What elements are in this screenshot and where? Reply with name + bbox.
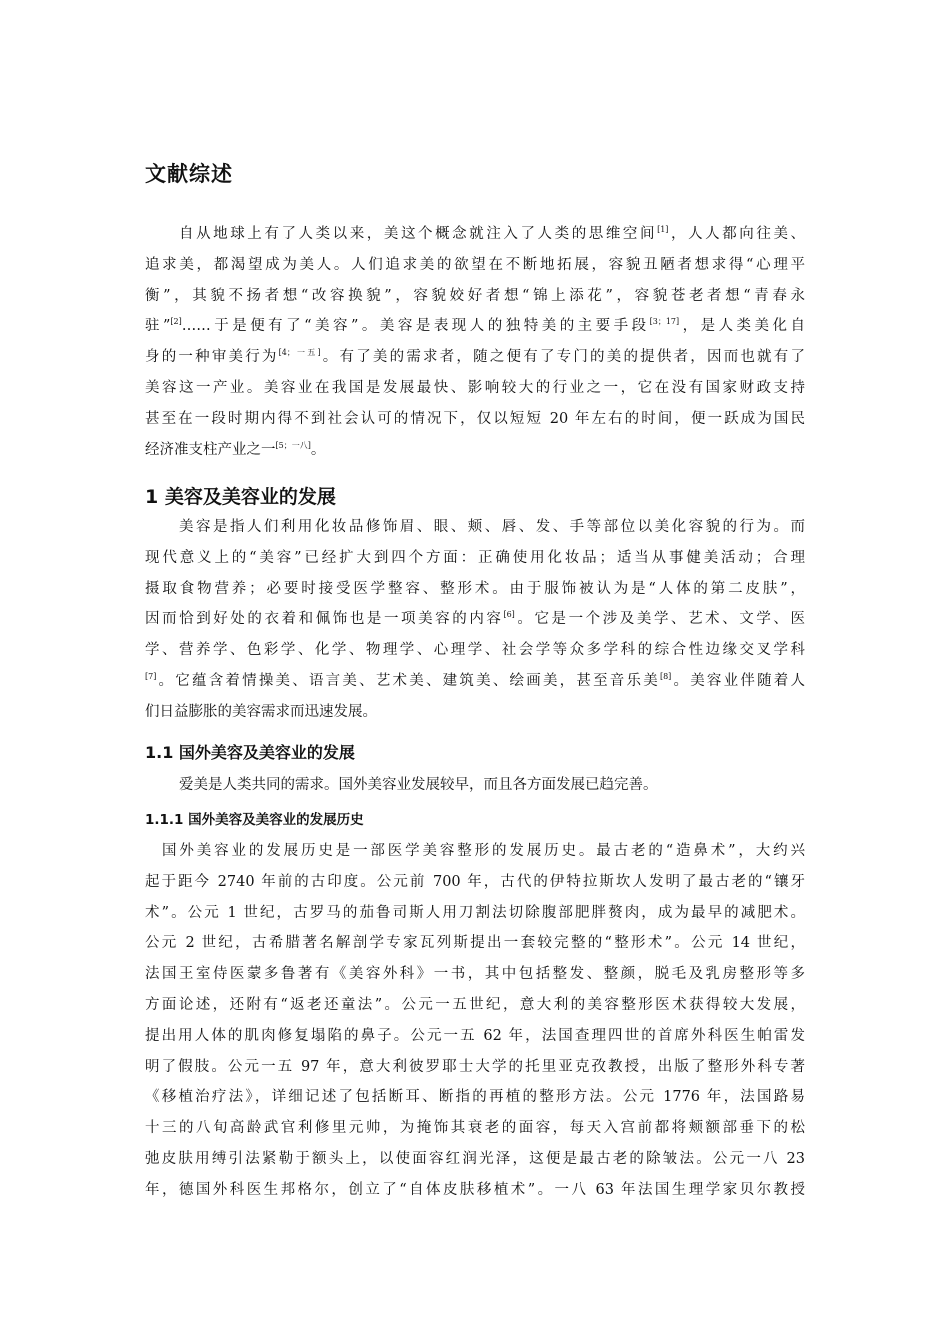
section-1-1-1-heading: 1.1.1 国外美容及美容业的发展历史 — [145, 812, 364, 828]
section-1-1-heading: 1.1 国外美容及美容业的发展 — [145, 743, 355, 762]
section-1-paragraph — [145, 512, 805, 728]
section-1-1-1-line: 提出用人体的肌肉修复塌陷的鼻子。公元一五 62 年，法国查理四世的首席外科医生帕雷发 — [145, 1027, 805, 1044]
section-1-heading: 1 美容及美容业的发展 — [145, 486, 336, 508]
citation-marker: [7] — [145, 671, 157, 681]
citation-marker: [3；17] — [649, 317, 680, 327]
intro-paragraph — [145, 219, 805, 465]
section-1-line: 因而恰到好处的衣着和佩饰也是一项美容的内容[6]。它是一个涉及美学、艺术、文学、医 — [145, 610, 805, 628]
intro-line: 追求美，都渴望成为美人。人们追求美的欲望在不断地拓展，容貌丑陋者想求得“心理平 — [145, 256, 805, 273]
citation-marker: [4；一五] — [278, 348, 321, 358]
section-1-line: 现代意义上的“美容”已经扩大到四个方面：正确使用化妆品；适当从事健美活动；合理 — [145, 549, 805, 566]
section-1-1-1-line: 年，德国外科医生邦格尔，创立了“自体皮肤移植术”。一八 63 年法国生理学家贝尔教授 — [145, 1181, 805, 1198]
section-1-1-1-line: 《移植治疗法》，详细记述了包括断耳、断指的再植的整形方法。公元 1776 年，法国路易 — [145, 1089, 805, 1106]
intro-line: 衡”，其貌不扬者想“改容换貌”，容貌姣好者想“锦上添花”，容貌苍老者想“青春永 — [145, 287, 805, 304]
intro-line: 甚至在一段时期内得不到社会认可的情况下，仅以短短 20 年左右的时间，便一跃成为国民 — [145, 410, 805, 427]
section-1-1-paragraph — [145, 770, 805, 801]
intro-line: 美容这一产业。美容业在我国是发展最快、影响较大的行业之一，它在没有国家财政支持 — [145, 379, 805, 396]
section-1-1-1-line: 公元 2 世纪，古希腊著名解剖学专家瓦列斯提出一套较完整的“整形术”。公元 14 世纪， — [145, 935, 805, 952]
section-1-line: 美容是指人们利用化妆品修饰眉、眼、颊、唇、发、手等部位以美化容貌的行为。而 — [179, 519, 805, 535]
section-1-line: 摄取食物营养；必要时接受医学整容、整形术。由于服饰被认为是“人体的第二皮肤”， — [145, 580, 805, 597]
section-1-line: [7]。它蕴含着情操美、语言美、艺术美、建筑美、绘画美，甚至音乐美[8]。美容业伴随着人 — [145, 671, 805, 689]
intro-line: 经济准支柱产业之一[5；一八]。 — [145, 440, 326, 458]
section-1-1-line: 爱美是人类共同的需求。国外美容业发展较早，而且各方面发展已趋完善。 — [179, 777, 658, 793]
section-1-1-1-paragraph — [145, 836, 805, 1206]
section-1-line: 们日益膨胀的美容需求而迅速发展。 — [145, 703, 377, 720]
section-1-1-1-line: 弛皮肤用缚引法紧勒于额头上，以使面容红润光泽，这便是最古老的除皱法。公元一八 23 — [145, 1150, 805, 1167]
page-title: 文献综述 — [145, 162, 233, 186]
section-1-line: 学、营养学、色彩学、化学、物理学、心理学、社会学等众多学科的综合性边缘交叉学科 — [145, 642, 805, 659]
intro-line: 驻”[2]……于是便有了“美容”。美容是表现人的独特美的主要手段[3；17]，是人类美化自 — [145, 317, 805, 335]
citation-marker: [5；一八] — [275, 440, 311, 450]
citation-marker: [1] — [657, 225, 669, 234]
citation-marker: [6] — [503, 610, 515, 620]
citation-marker: [8] — [659, 671, 672, 681]
section-1-1-1-line: 十三的八旬高龄武官利修里元帅，为掩饰其衰老的面容，每天入宫前都将颊额部垂下的松 — [145, 1120, 805, 1137]
section-1-1-1-line: 国外美容业的发展历史是一部医学美容整形的发展历史。最古老的“造鼻术”，大约兴 — [162, 843, 805, 859]
section-1-1-1-line: 术”。公元 1 世纪，古罗马的茄鲁司斯人用刀割法切除腹部肥胖赘肉，成为最早的减肥术。 — [145, 904, 805, 921]
section-1-1-1-line: 起于距今 2740 年前的古印度。公元前 700 年，古代的伊特拉斯坎人发明了最古老的“镶牙 — [145, 873, 805, 890]
section-1-1-1-line: 法国王室侍医蒙多鲁著有《美容外科》一书，其中包括整发、整颜，脱毛及乳房整形等多 — [145, 966, 805, 983]
section-1-1-1-line: 明了假肢。公元一五 97 年，意大利彼罗耶士大学的托里亚克孜教授，出版了整形外科专著 — [145, 1058, 805, 1075]
section-1-1-1-line: 方面论述，还附有“返老还童法”。公元一五世纪，意大利的美容整形医术获得较大发展， — [145, 996, 805, 1013]
intro-line: 自从地球上有了人类以来，美这个概念就注入了人类的思维空间[1]，人人都向往美、 — [179, 225, 805, 242]
intro-line: 身的一种审美行为[4；一五]。有了美的需求者，随之便有了专门的美的提供者，因而也就有了 — [145, 348, 805, 366]
citation-marker: [2] — [170, 317, 182, 327]
